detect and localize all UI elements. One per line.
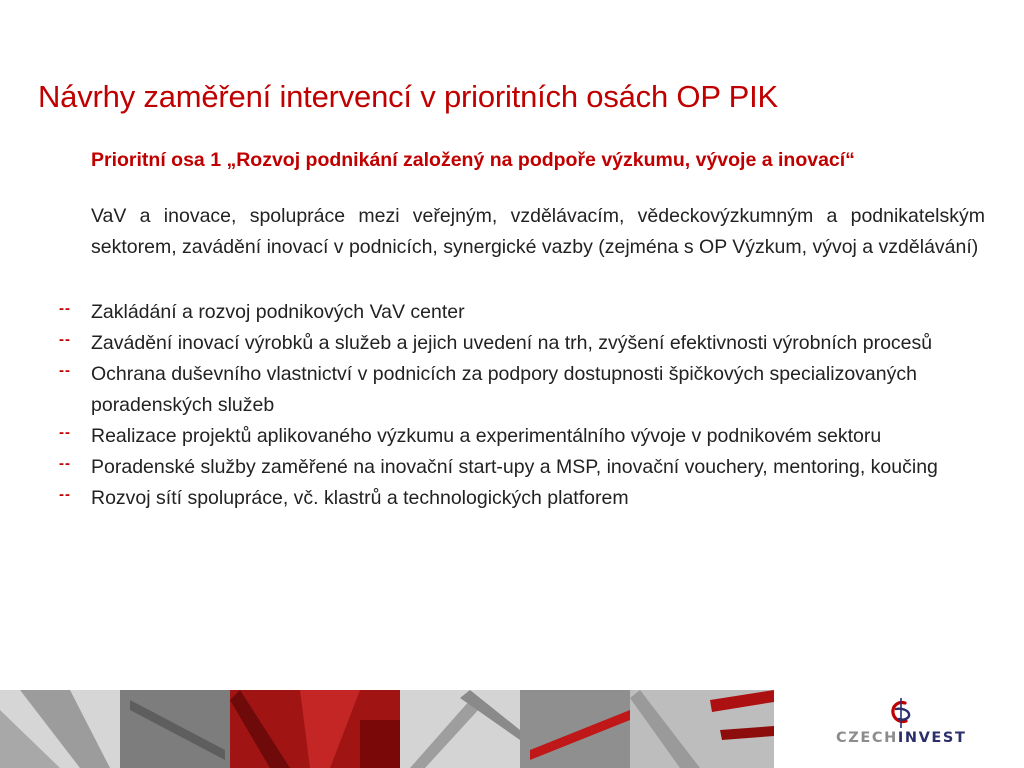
list-item: [59, 421, 985, 452]
slide-title: Návrhy zaměření intervencí v prioritních osách OP PIK: [38, 78, 779, 114]
list-item: [59, 297, 985, 328]
logo-text-czech: CZECH: [836, 730, 898, 746]
czechinvest-wordmark: [836, 730, 966, 746]
intervention-list: [59, 297, 985, 514]
priority-axis-heading: Prioritní osa 1 „Rozvoj podnikání založený na podpoře výzkumu, vývoje a inovací“: [91, 149, 855, 171]
list-item: [59, 483, 985, 514]
industrial-photo-collage-image: [0, 690, 774, 768]
list-item: [59, 359, 985, 421]
dash-bullet-icon: --: [59, 362, 71, 379]
list-item: [59, 452, 985, 483]
priority-axis-description: VaV a inovace, spolupráce mezi veřejným, vzdělávacím, vědeckovýzkumným a podnikatelským sektorem, zavádění inovací v podnicích, synergické vazby (zejména s OP Výzkum, vývoj a vzdělávání): [91, 205, 985, 258]
czechinvest-logo: [836, 698, 966, 754]
list-item-text: Zakládání a rozvoj podnikových VaV center: [91, 301, 465, 323]
list-item-text: Rozvoj sítí spolupráce, vč. klastrů a technologických platforem: [91, 487, 629, 509]
czechinvest-logo-mark-icon: [886, 698, 916, 728]
footer-photo-strip: [0, 690, 774, 768]
list-item-text: Zavádění inovací výrobků a služeb a jejich uvedení na trh, zvýšení efektivnosti výrobních procesů: [91, 332, 933, 354]
dash-bullet-icon: --: [59, 331, 71, 348]
dash-bullet-icon: --: [59, 486, 71, 503]
slide-content: [59, 145, 985, 514]
logo-text-invest: INVEST: [897, 730, 967, 746]
list-item-text: Ochrana duševního vlastnictví v podnicích za podpory dostupnosti špičkových specializovaných poradenských služeb: [91, 363, 917, 416]
list-item-text: Realizace projektů aplikovaného výzkumu a experimentálního vývoje v podnikovém sektoru: [91, 425, 882, 447]
dash-bullet-icon: --: [59, 455, 71, 472]
list-item: [59, 328, 985, 359]
list-item-text: Poradenské služby zaměřené na inovační start-upy a MSP, inovační vouchery, mentoring, koučing: [91, 456, 938, 478]
dash-bullet-icon: --: [59, 300, 71, 317]
dash-bullet-icon: --: [59, 424, 71, 441]
